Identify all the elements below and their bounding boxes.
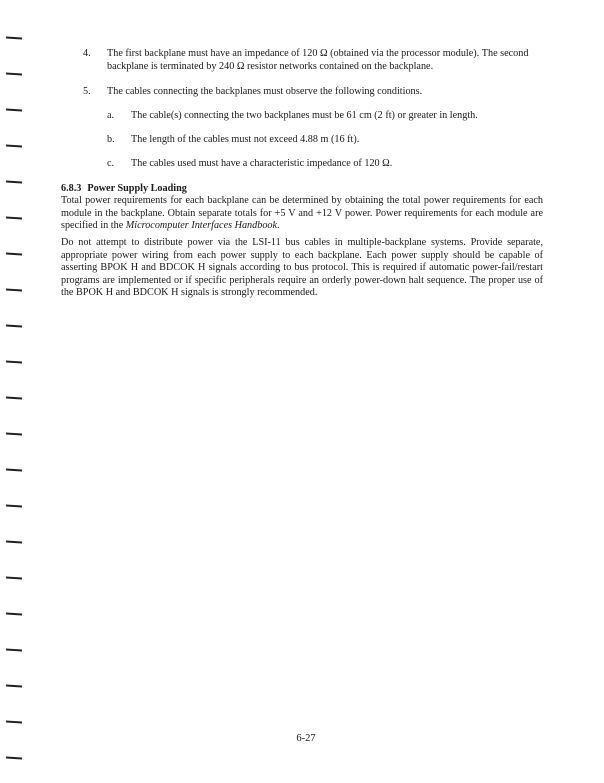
binder-mark (6, 648, 22, 651)
binder-mark (6, 180, 22, 183)
paragraph-text-end: . (277, 220, 280, 232)
sub-letter: a. (107, 110, 115, 121)
sub-item-c (107, 157, 543, 170)
list-number: 5. (83, 86, 91, 97)
paragraph (61, 195, 543, 233)
section-title: Power Supply Loading (87, 183, 187, 194)
binder-mark (6, 216, 22, 219)
sub-text: The length of the cables must not exceed 4.88 m (16 ft). (131, 134, 360, 145)
binder-mark (6, 432, 22, 435)
sub-text: The cables used must have a characteristic impedance of 120 Ω. (131, 158, 393, 169)
section-heading (61, 182, 187, 195)
sub-text: The cable(s) connecting the two backplanes must be 61 cm (2 ft) or greater in length. (131, 110, 478, 121)
binder-mark (6, 612, 22, 615)
sub-letter: c. (107, 158, 115, 169)
list-text: The first backplane must have an impedance of 120 Ω (obtained via the processor module). The second backplane is terminated by 240 Ω resistor networks contained on the backplane. (107, 48, 529, 72)
binder-mark (6, 252, 22, 255)
section-number: 6.8.3 (61, 183, 82, 194)
sub-letter: b. (107, 134, 115, 145)
binder-mark (6, 144, 22, 147)
binder-mark (6, 540, 22, 543)
binder-mark (6, 504, 22, 507)
binder-mark (6, 36, 22, 39)
binder-mark (6, 576, 22, 579)
sub-item-b (107, 133, 543, 146)
list-text: The cables connecting the backplanes must observe the following conditions. (107, 86, 423, 97)
binder-mark (6, 756, 22, 759)
paragraph-text: Total power requirements for each backplane can be determined by obtaining the total power requirements for each module in the backplane. Obtain separate totals for +5 V and +12 V power. Power requirements for each module are specified in the (61, 195, 543, 232)
binder-mark (6, 288, 22, 291)
binder-mark (6, 396, 22, 399)
handbook-title: Microcomputer Interfaces Handbook (125, 220, 278, 232)
binder-mark (6, 360, 22, 363)
binder-mark (6, 468, 22, 471)
sub-item-a (107, 109, 543, 122)
binder-mark (6, 72, 22, 75)
list-number: 4. (83, 48, 91, 59)
binder-mark (6, 324, 22, 327)
list-item-4 (83, 47, 543, 73)
paragraph: Do not attempt to distribute power via the LSI-11 bus cables in multiple-backplane systems. Provide separate, appropriate power wiring from each power supply to each backplane. Each power supply should be capable of asserting BPOK H and BDCOK H signals according to bus protocol. This is required if automatic power-fail/restart programs are implemented or if specific peripherals require an orderly power-down halt sequence. The proper use of the BPOK H and BDCOK H signals is strongly recommended. (61, 237, 543, 299)
binder-mark (6, 720, 22, 723)
list-item-5 (83, 85, 543, 98)
page-number: 6-27 (296, 733, 316, 744)
binder-mark (6, 108, 22, 111)
binder-mark (6, 684, 22, 687)
